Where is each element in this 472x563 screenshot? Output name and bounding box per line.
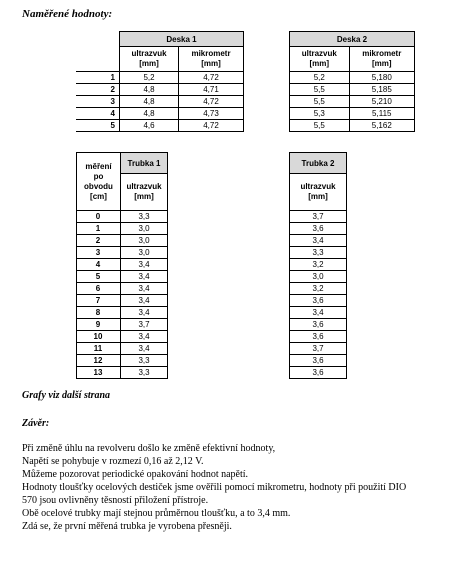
ultrazvuk-value: 3,4: [121, 307, 168, 319]
ultrazvuk-value: 4,8: [120, 96, 179, 108]
ultrazvuk-value: 3,6: [290, 355, 347, 367]
table-row: [77, 319, 168, 331]
mikrometr-value: 4,73: [179, 108, 244, 120]
ultrazvuk-value: 3,0: [121, 223, 168, 235]
table-row: [290, 84, 415, 96]
ultrazvuk-value: 3,7: [290, 343, 347, 355]
table-row: [77, 235, 168, 247]
row-index: 4: [77, 259, 121, 271]
page-heading: Naměřené hodnoty:: [22, 8, 113, 20]
ultrazvuk-value: 3,4: [121, 295, 168, 307]
ultrazvuk-value: 3,0: [121, 247, 168, 259]
row-index: 7: [77, 295, 121, 307]
ultrazvuk-value: 5,5: [290, 84, 350, 96]
table-row: [77, 355, 168, 367]
ultrazvuk-value: 4,8: [120, 108, 179, 120]
table-row: [77, 367, 168, 379]
conclusion-text: [22, 442, 462, 533]
ultrazvuk-value: 3,4: [121, 271, 168, 283]
table-row: [290, 307, 347, 319]
ultrazvuk-value: 3,3: [290, 247, 347, 259]
ultrazvuk-value: 5,2: [290, 72, 350, 84]
row-index: 4: [76, 108, 120, 120]
ultrazvuk-value: 3,7: [121, 319, 168, 331]
table-row: [77, 295, 168, 307]
table-row: [76, 120, 244, 132]
table-row: [290, 355, 347, 367]
ultrazvuk-value: 3,7: [290, 211, 347, 223]
table-row: [290, 72, 415, 84]
table-deska-1: [76, 31, 244, 132]
table-row: [77, 343, 168, 355]
ultrazvuk-value: 3,3: [121, 211, 168, 223]
ultrazvuk-value: 5,5: [290, 96, 350, 108]
ultrazvuk-value: 3,4: [121, 259, 168, 271]
table-row: [77, 247, 168, 259]
conclusion-line: Obě ocelové trubky mají stejnou průměrnou tloušťku, a to 3,4 mm.: [22, 508, 291, 519]
ultrazvuk-value: 5,2: [120, 72, 179, 84]
row-index: 3: [76, 96, 120, 108]
table-title-deska-2: Deska 2: [290, 32, 415, 47]
ultrazvuk-value: 5,5: [290, 120, 350, 132]
table-row: [77, 307, 168, 319]
mikrometr-value: 4,72: [179, 120, 244, 132]
table-row: [290, 211, 347, 223]
ultrazvuk-value: 3,0: [121, 235, 168, 247]
row-index: 6: [77, 283, 121, 295]
row-index: 5: [76, 120, 120, 132]
row-index: 2: [76, 84, 120, 96]
conclusion-line: Hodnoty tloušťky ocelových destiček jsme ověřili pomocí mikrometru, hodnoty při použití DIO: [22, 482, 407, 493]
row-index: 9: [77, 319, 121, 331]
mikrometr-value: 4,71: [179, 84, 244, 96]
table-row: [290, 343, 347, 355]
table-row: [290, 295, 347, 307]
column-header-mikrometr: mikrometr [mm]: [349, 47, 414, 72]
mikrometr-value: 5,115: [349, 108, 414, 120]
table-row: [290, 367, 347, 379]
row-index: 12: [77, 355, 121, 367]
ultrazvuk-value: 3,2: [290, 283, 347, 295]
table-row: [290, 283, 347, 295]
mikrometr-value: 5,180: [349, 72, 414, 84]
table-row: [77, 271, 168, 283]
ultrazvuk-value: 3,4: [121, 283, 168, 295]
table-row: [77, 331, 168, 343]
row-index: 1: [76, 72, 120, 84]
ultrazvuk-value: 3,4: [290, 235, 347, 247]
conclusion-line: Můžeme pozorovat periodické opakování hodnot napětí.: [22, 469, 249, 480]
table-title-deska-1: Deska 1: [120, 32, 244, 47]
column-header-ultrazvuk: ultrazvuk [mm]: [121, 174, 168, 211]
mikrometr-value: 4,72: [179, 72, 244, 84]
mikrometr-value: 5,210: [349, 96, 414, 108]
table-row: [76, 84, 244, 96]
graphs-note: Grafy viz další strana: [22, 390, 111, 401]
row-index: 10: [77, 331, 121, 343]
column-header-ultrazvuk: ultrazvuk [mm]: [290, 174, 347, 211]
table-title-trubka-2: Trubka 2: [290, 153, 347, 174]
mikrometr-value: 5,162: [349, 120, 414, 132]
ultrazvuk-value: 3,4: [121, 343, 168, 355]
table-trubka-1: [76, 152, 168, 379]
ultrazvuk-value: 3,4: [121, 331, 168, 343]
table-row: [76, 96, 244, 108]
ultrazvuk-value: 3,0: [290, 271, 347, 283]
ultrazvuk-value: 3,6: [290, 319, 347, 331]
table-row: [290, 108, 415, 120]
table-row: [77, 259, 168, 271]
conclusion-line: Zdá se, že první měřená trubka je vyrobena přesněji.: [22, 521, 232, 532]
ultrazvuk-value: 3,6: [290, 367, 347, 379]
ultrazvuk-value: 4,8: [120, 84, 179, 96]
table-row: [290, 331, 347, 343]
ultrazvuk-value: 3,6: [290, 295, 347, 307]
column-header-mereni-po-obvodu: měření po obvodu [cm]: [77, 153, 121, 211]
mikrometr-value: 4,72: [179, 96, 244, 108]
row-index: 8: [77, 307, 121, 319]
table-row: [77, 283, 168, 295]
row-index: 0: [77, 211, 121, 223]
table-row: [76, 72, 244, 84]
conclusion-line: Při změně úhlu na revolveru došlo ke změně efektivní hodnoty,: [22, 443, 276, 454]
table-row: [290, 120, 415, 132]
table-row: [290, 319, 347, 331]
table-title-trubka-1: Trubka 1: [121, 153, 168, 174]
ultrazvuk-value: 5,3: [290, 108, 350, 120]
ultrazvuk-value: 3,6: [290, 223, 347, 235]
table-row: [290, 223, 347, 235]
row-index: 1: [77, 223, 121, 235]
row-index: 2: [77, 235, 121, 247]
ultrazvuk-value: 4,6: [120, 120, 179, 132]
mikrometr-value: 5,185: [349, 84, 414, 96]
row-index: 5: [77, 271, 121, 283]
table-row: [290, 235, 347, 247]
table-row: [290, 259, 347, 271]
conclusion-line: Napětí se pohybuje v rozmezí 0,16 až 2,12 V.: [22, 456, 204, 467]
ultrazvuk-value: 3,2: [290, 259, 347, 271]
table-row: [76, 108, 244, 120]
row-index: 13: [77, 367, 121, 379]
column-header-ultrazvuk: ultrazvuk [mm]: [120, 47, 179, 72]
conclusion-line: 570 jsou ovlivněny těsností přiložení přístroje.: [22, 495, 209, 506]
table-deska-2: [289, 31, 415, 132]
column-header-mikrometr: mikrometr [mm]: [179, 47, 244, 72]
table-row: [77, 211, 168, 223]
table-row: [290, 247, 347, 259]
ultrazvuk-value: 3,6: [290, 331, 347, 343]
ultrazvuk-value: 3,4: [290, 307, 347, 319]
ultrazvuk-value: 3,3: [121, 367, 168, 379]
row-index: 3: [77, 247, 121, 259]
ultrazvuk-value: 3,3: [121, 355, 168, 367]
column-header-ultrazvuk: ultrazvuk [mm]: [290, 47, 350, 72]
table-trubka-2: [289, 152, 347, 379]
table-row: [290, 96, 415, 108]
conclusion-title: Závěr:: [22, 418, 50, 429]
table-row: [290, 271, 347, 283]
table-row: [77, 223, 168, 235]
row-index: 11: [77, 343, 121, 355]
